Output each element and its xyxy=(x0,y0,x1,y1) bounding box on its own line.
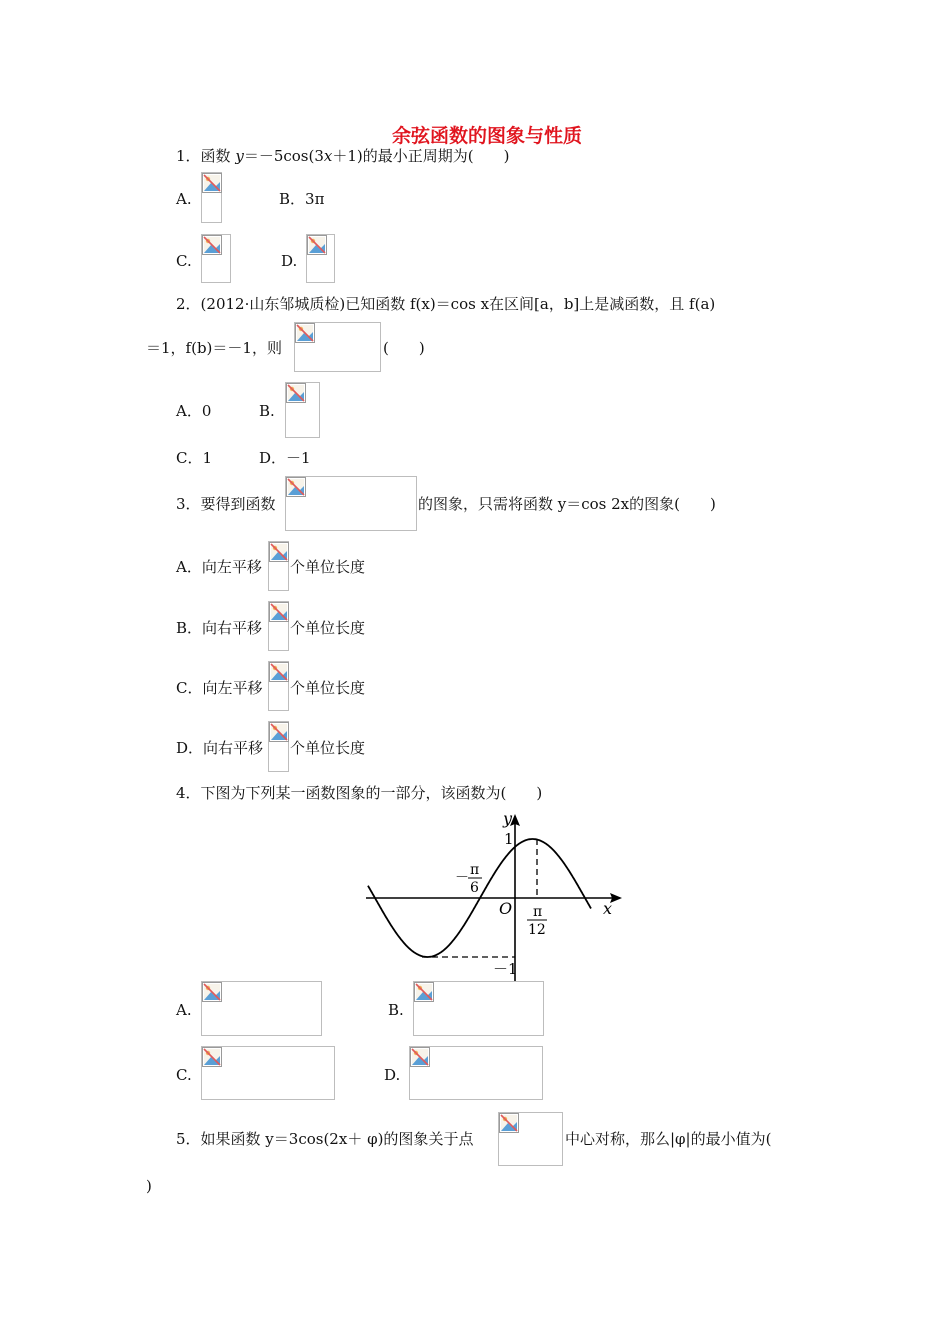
q1-option-b: B．3π xyxy=(279,190,325,208)
q3-option-c-image xyxy=(268,661,289,711)
q1-text-post: ＋1)的最小正周期为( ) xyxy=(332,147,510,165)
broken-image-icon xyxy=(202,982,222,1002)
broken-image-icon xyxy=(286,383,306,403)
q5-point-image xyxy=(498,1112,563,1166)
question-2-line2-post: ( ) xyxy=(383,339,425,357)
q2-option-c: C．1 xyxy=(176,449,213,467)
q4-option-d-label: D. xyxy=(384,1066,401,1084)
q1-option-a-label: A. xyxy=(176,190,192,208)
q1-option-c-label: C. xyxy=(176,252,192,270)
q4-option-b-label: B. xyxy=(388,1001,404,1019)
tick-label-1: 1 xyxy=(504,830,514,848)
q1-option-d-image xyxy=(306,234,335,283)
question-3-pre: 3．要得到函数 xyxy=(176,495,276,513)
q4-option-c-image xyxy=(201,1046,335,1100)
q3-option-d-text: D．向右平移 xyxy=(176,739,264,757)
q4-option-a-label: A. xyxy=(176,1001,192,1019)
q3-option-d-suffix: 个单位长度 xyxy=(290,739,366,757)
q3-option-d-image xyxy=(268,721,289,772)
broken-image-icon xyxy=(307,235,327,255)
broken-image-icon xyxy=(269,602,289,622)
q1-var-x: x xyxy=(323,147,333,165)
broken-image-icon xyxy=(202,1047,222,1067)
q3-formula-image xyxy=(285,476,417,531)
pi-12-numerator: π xyxy=(533,904,543,920)
q1-text-mid: ＝－5cos(3 xyxy=(243,147,324,165)
question-5-pre: 5．如果函数 y＝3cos(2x＋ φ)的图象关于点 xyxy=(176,1130,474,1148)
q3-option-a-text: A．向左平移 xyxy=(176,558,262,576)
neg-pi-6-sign: － xyxy=(455,870,469,886)
q3-option-a-image xyxy=(268,541,289,591)
question-3-post: 的图象，只需将函数 y＝cos 2x的图象( ) xyxy=(418,495,716,513)
neg-pi-6-denominator: 6 xyxy=(470,880,479,896)
question-2-line1: 2．(2012·山东邹城质检)已知函数 f(x)＝cos x在区间[a，b]上是减函数，且 f(a) xyxy=(176,295,716,313)
pi-12-denominator: 12 xyxy=(528,922,546,938)
question-5-post: 中心对称，那么|φ|的最小值为( xyxy=(565,1130,772,1148)
q2-option-b-image xyxy=(285,382,320,438)
q2-option-a: A．0 xyxy=(176,402,212,420)
q1-number: 1． xyxy=(176,147,201,165)
q4-option-d-image xyxy=(409,1046,543,1100)
broken-image-icon xyxy=(269,542,289,562)
q1-option-d-label: D. xyxy=(281,252,298,270)
broken-image-icon xyxy=(414,982,434,1002)
x-axis-label: x xyxy=(603,899,613,918)
neg-pi-6-numerator: π xyxy=(470,862,480,878)
q3-option-b-image xyxy=(268,601,289,651)
broken-image-icon xyxy=(286,477,306,497)
question-1-text xyxy=(176,146,509,166)
q2-formula-image xyxy=(294,322,381,372)
question-5-line2: ) xyxy=(146,1177,152,1195)
q3-option-b-suffix: 个单位长度 xyxy=(290,619,366,637)
q3-option-a-suffix: 个单位长度 xyxy=(290,558,366,576)
q4-option-a-image xyxy=(201,981,322,1036)
q1-option-c-image xyxy=(201,234,231,283)
q4-option-b-image xyxy=(413,981,544,1036)
tick-label-neg-1: －1 xyxy=(493,960,518,978)
broken-image-icon xyxy=(269,722,289,742)
q1-option-a-image xyxy=(201,172,222,223)
q3-option-c-suffix: 个单位长度 xyxy=(290,679,366,697)
page-title: 余弦函数的图象与性质 xyxy=(392,125,583,147)
broken-image-icon xyxy=(202,173,222,193)
broken-image-icon xyxy=(410,1047,430,1067)
q3-option-c-text: C．向左平移 xyxy=(176,679,263,697)
broken-image-icon xyxy=(269,662,289,682)
broken-image-icon xyxy=(202,235,222,255)
y-axis-label: y xyxy=(503,809,513,828)
cosine-graph xyxy=(360,806,630,986)
question-2-line2-pre: ＝1，f(b)＝－1，则 xyxy=(146,339,282,357)
broken-image-icon xyxy=(295,323,315,343)
q1-var-y: y xyxy=(235,147,244,165)
origin-label: O xyxy=(499,899,513,918)
q4-option-c-label: C. xyxy=(176,1066,192,1084)
q2-option-d: D．－1 xyxy=(259,449,311,467)
broken-image-icon xyxy=(499,1113,519,1133)
q3-option-b-text: B．向右平移 xyxy=(176,619,263,637)
q2-option-b-label: B. xyxy=(259,402,275,420)
question-4-text: 4．下图为下列某一函数图象的一部分，该函数为( ) xyxy=(176,784,543,802)
q1-text-pre: 函数 xyxy=(200,147,236,165)
